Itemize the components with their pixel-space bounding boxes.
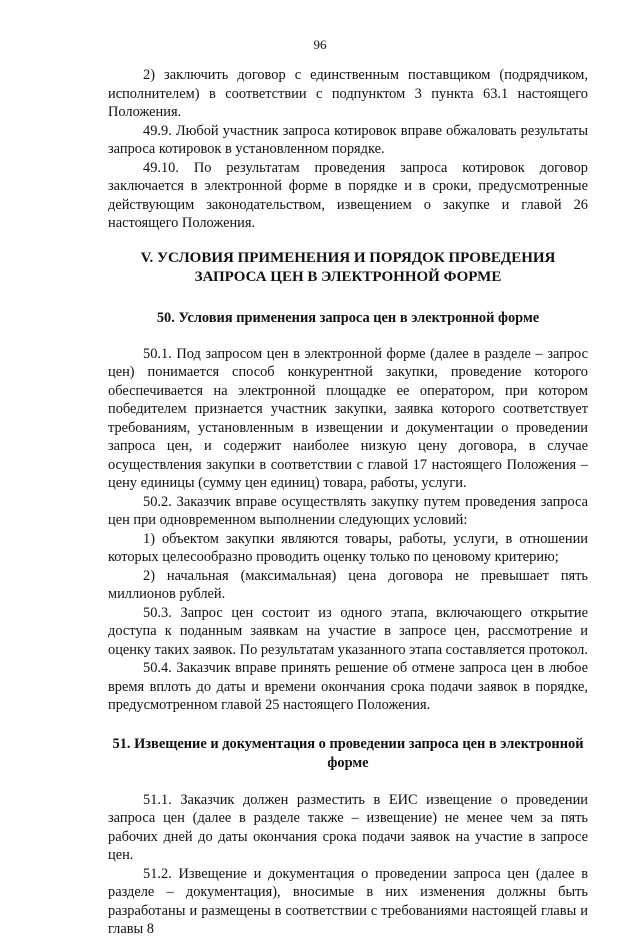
document-body xyxy=(108,66,588,939)
section-title: 50. Условия применения запроса цен в электронной форме xyxy=(156,309,540,326)
paragraph: 1) объектом закупки являются товары, работы, услуги, в отношении которых целесообразно проводить оценку только по ценовому критерию; xyxy=(108,530,588,565)
chapter-title: V. УСЛОВИЯ ПРИМЕНЕНИЯ И ПОРЯДОК ПРОВЕДЕНИЯ ЗАПРОСА ЦЕН В ЭЛЕКТРОННОЙ ФОРМЕ xyxy=(140,249,556,285)
paragraph: 49.9. Любой участник запроса котировок вправе обжаловать результаты запроса котировок в установленном порядке. xyxy=(108,122,588,157)
paragraph: 51.1. Заказчик должен разместить в ЕИС извещение о проведении запроса цен (далее в разделе также – извещение) не менее чем за пять рабочих дней до даты окончания срока подачи заявок на участие в запросе цен. xyxy=(108,791,588,863)
paragraph: 50.1. Под запросом цен в электронной форме (далее в разделе – запрос цен) понимается способ конкурентной закупки, проведение которого обеспечивается на электронной площадке ее оператором, при котором победителем признается участник закупки, заявка которого соответствует требованиям, установленным в извещении и документации о проведении запроса цен, и содержит наиболее низкую цену договора, в случае осуществления закупки в соответствии с главой 17 настоящего Положения – цену единицы (сумму цен единиц) товара, работы, услуги. xyxy=(108,345,588,491)
paragraph: 49.10. По результатам проведения запроса котировок договор заключается в электронной форме в порядке и в сроки, предусмотренные действующим законодательством, извещением о закупке и главой 26 настоящего Положения. xyxy=(108,159,588,231)
paragraph: 2) заключить договор с единственным поставщиком (подрядчиком, исполнителем) в соответствии с подпунктом 3 пункта 63.1 настоящего Положения. xyxy=(108,67,588,120)
page-number: 96 xyxy=(313,37,327,52)
section-title: 51. Извещение и документация о проведении запроса цен в электронной форме xyxy=(112,735,584,771)
paragraph: 2) начальная (максимальная) цена договора не превышает пять миллионов рублей. xyxy=(108,567,588,602)
paragraph: 51.2. Извещение и документация о проведении запроса цен (далее в разделе – документация), вносимые в них изменения должны быть разработаны и размещены в соответствии с требованиями настоящей главы и главы 8 xyxy=(108,865,588,937)
paragraph: 50.2. Заказчик вправе осуществлять закупку путем проведения запроса цен при одновременном выполнении следующих условий: xyxy=(108,493,588,528)
paragraph: 50.3. Запрос цен состоит из одного этапа, включающего открытие доступа к поданным заявкам на участие в запросе цен, рассмотрение и оценку таких заявок. По результатам указанного этапа составляется протокол. xyxy=(108,604,588,658)
paragraph: 50.4. Заказчик вправе принять решение об отмене запроса цен в любое время вплоть до даты и времени окончания срока подачи заявок в порядке, предусмотренном главой 25 настоящего Положения. xyxy=(108,660,588,713)
